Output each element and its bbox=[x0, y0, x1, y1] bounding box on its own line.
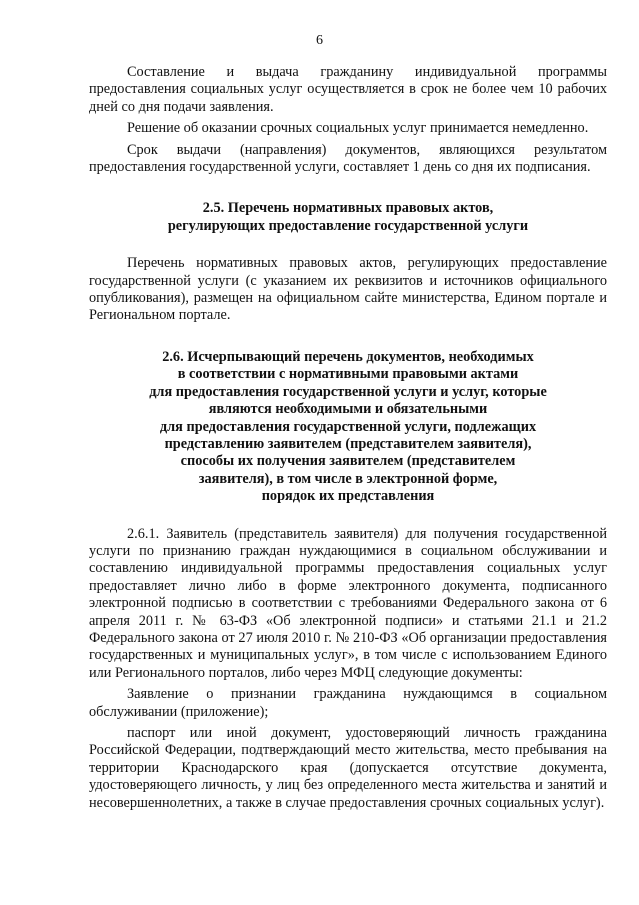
page-number: 6 bbox=[316, 33, 323, 48]
heading-line: 2.6. Исчерпывающий перечень документов, необходимых bbox=[162, 348, 534, 365]
section-heading-2-5 bbox=[89, 200, 607, 235]
paragraph-application: Заявление о признании гражданина нуждающимся в социальном обслуживании (приложение); bbox=[89, 686, 607, 720]
paragraph-program-deadline: Составление и выдача гражданину индивидуальной программы предоставления социальных услуг осуществляется в срок не более чем 10 рабочих дней со дня подачи заявления. bbox=[89, 64, 607, 115]
heading-line: являются необходимыми и обязательными bbox=[208, 401, 488, 418]
heading-line: заявителя), в том числе в электронной форме, bbox=[198, 470, 498, 487]
heading-line: представлению заявителем (представителем заявителя), bbox=[164, 435, 532, 452]
heading-line: в соответствии с нормативными правовыми актами bbox=[177, 366, 519, 383]
section-heading-2-6 bbox=[89, 349, 607, 506]
paragraph-legal-acts-list: Перечень нормативных правовых актов, регулирующих предоставление государственной услуги (с указанием их реквизитов и источников официального опубликования), размещен на официальном сайте министерства, Едином портале и Региональном портале. bbox=[89, 255, 607, 324]
heading-line: регулирующих предоставление государственной услуги bbox=[167, 217, 529, 234]
heading-line: для предоставления государственной услуги, подлежащих bbox=[159, 418, 537, 435]
paragraph-2-6-1: 2.6.1. Заявитель (представитель заявителя) для получения государственной услуги по признанию граждан нуждающимися в социальном обслуживании и составлению индивидуальной программы предоставления социальных услуг предоставляет лично либо в форме электронного документа, подписанного электронной подписью в соответствии с требованиями Федерального закона от 6 апреля 2011 г. № 63-ФЗ «Об электронной подписи» и статьями 21.1 и 21.2 Федерального закона от 27 июля 2010 г. № 210-ФЗ «Об организации предоставления государственных и муниципальных услуг», в том числе с использованием Единого или Регионального порталов, либо через МФЦ следующие документы: bbox=[89, 525, 607, 681]
heading-line: 2.5. Перечень нормативных правовых актов, bbox=[202, 200, 494, 217]
heading-line: способы их получения заявителем (представителем bbox=[180, 453, 516, 470]
paragraph-urgent-decision: Решение об оказании срочных социальных услуг принимается немедленно. bbox=[127, 120, 589, 137]
paragraph-issue-deadline: Срок выдачи (направления) документов, являющихся результатом предоставления государственной услуги, составляет 1 день со дня их подписания. bbox=[89, 141, 607, 176]
paragraph-passport: паспорт или иной документ, удостоверяющий личность гражданина Российской Федерации, подтверждающий место жительства, место пребывания на территории Краснодарского края (допускается отсутствие документа, удостоверяющего личность, у лиц без определенного места жительства и занятий и несовершеннолетних, а также в случае предоставления срочных социальных услуг). bbox=[89, 725, 607, 811]
heading-line: порядок их представления bbox=[261, 488, 435, 505]
heading-line: для предоставления государственной услуги и услуг, которые bbox=[149, 383, 547, 400]
document-body bbox=[89, 64, 607, 812]
